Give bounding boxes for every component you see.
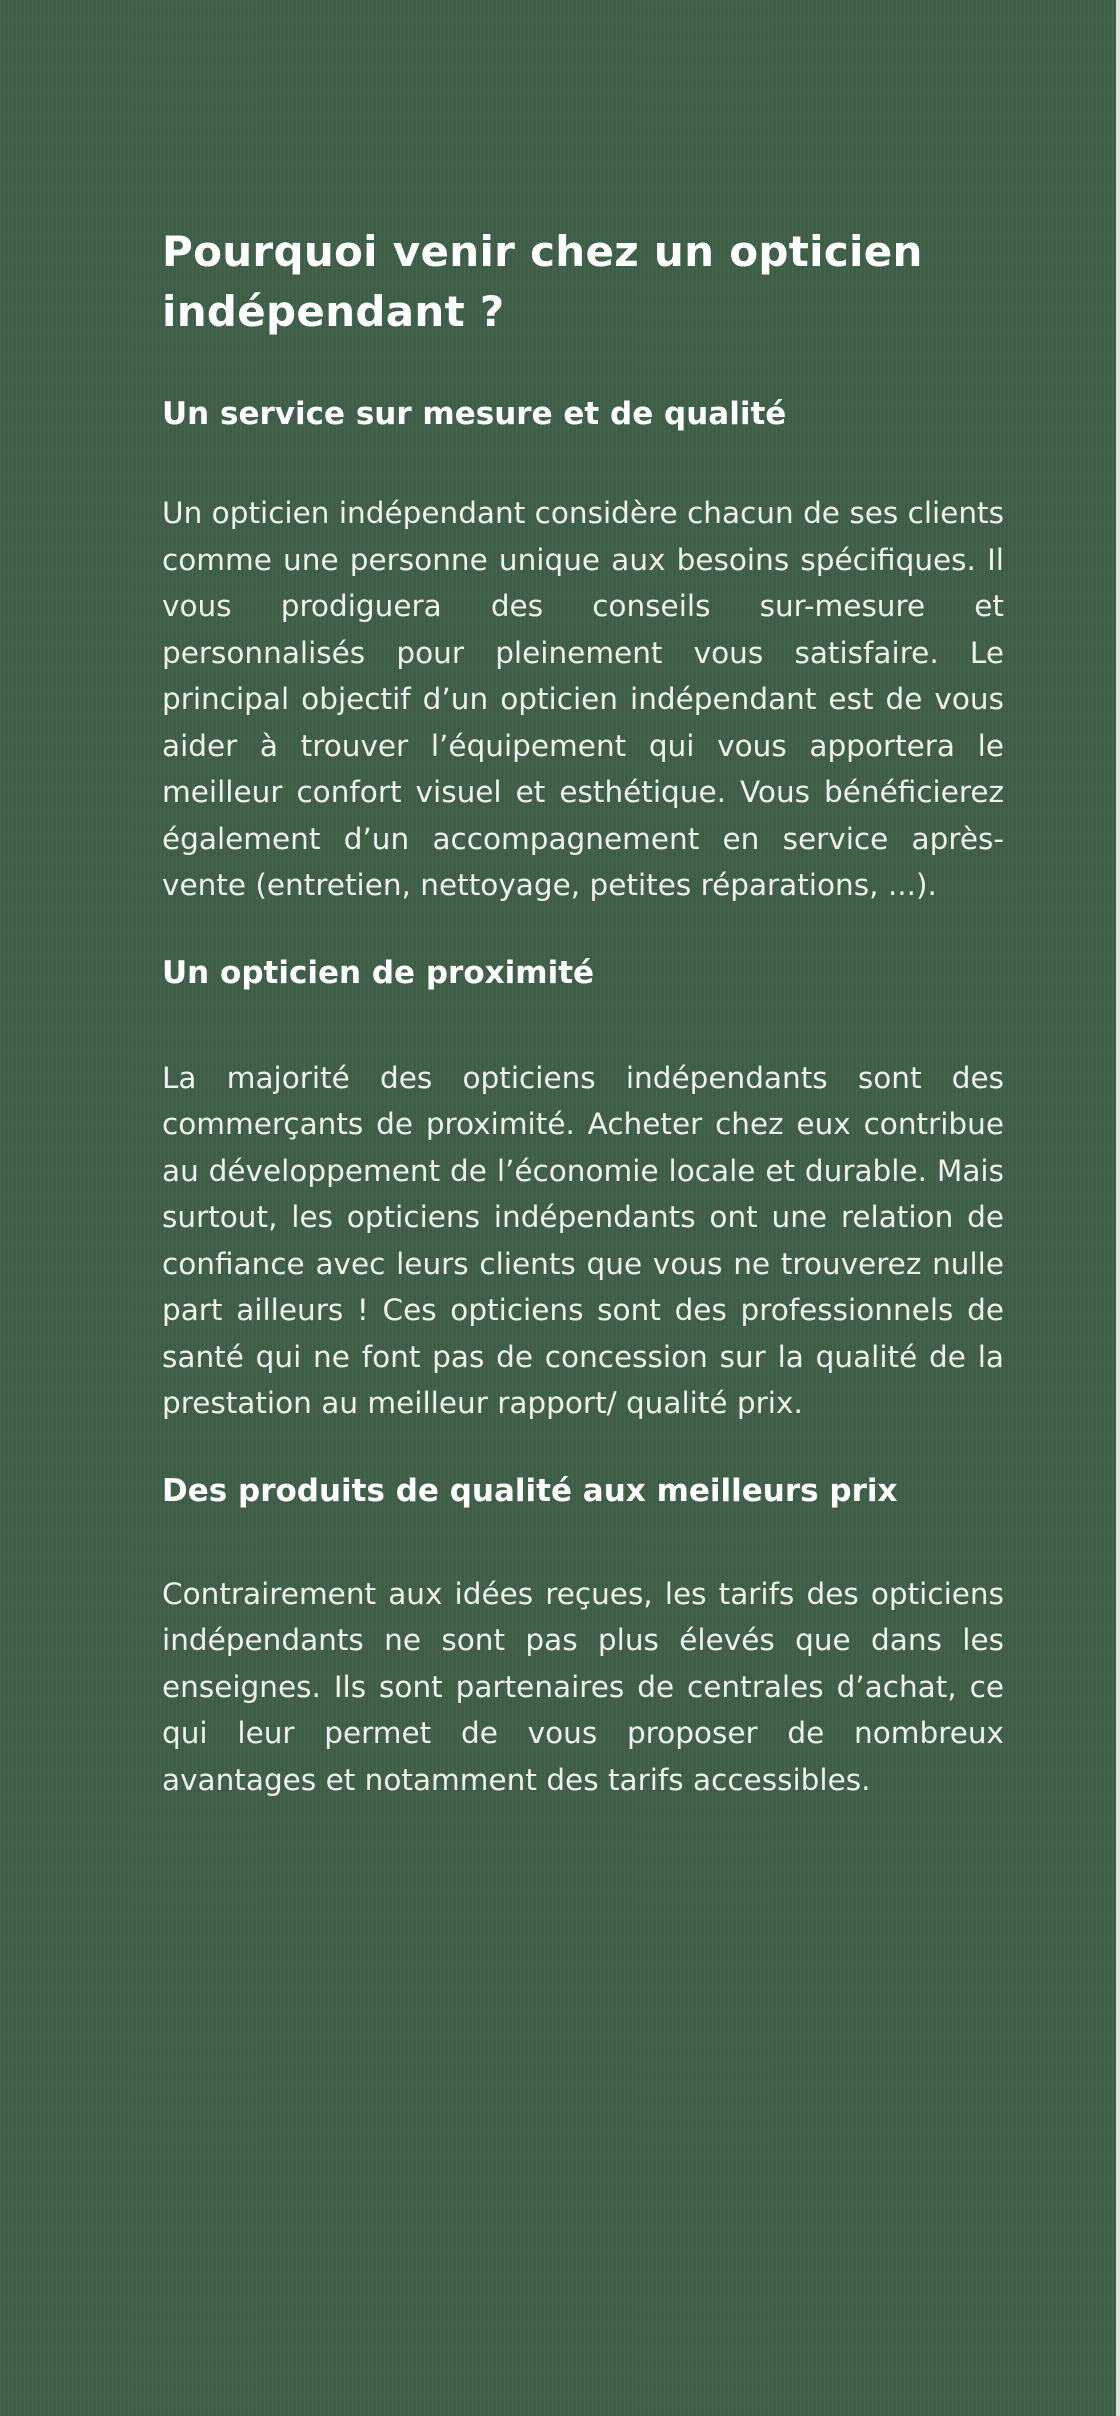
section-heading-prices: Des produits de qualité aux meilleurs prix — [162, 1472, 898, 1509]
brochure-content — [162, 222, 1004, 1803]
section-text-proximity: La majorité des opticiens indépendants sont des commerçants de proximité. Acheter chez eux contribue au développement de l’économie locale et durable. Mais surtout, les opticiens indépendants ont une relation de confiance avec leurs clients que vous ne trouverez nulle part ailleurs ! Ces opticiens sont des professionnels de santé qui ne font pas de concession sur la qualité de la prestation au meilleur rapport/ qualité prix. — [162, 1060, 1004, 1420]
section-text-service: Un opticien indépendant considère chacun de ses clients comme une personne unique aux besoins spécifiques. Il vous prodiguera des conseils sur-mesure et personnalisés pour pleinement vous satisfaire. Le principal objectif d’un opticien indépendant est de vous aider à trouver l’équipement qui vous apportera le meilleur confort visuel et esthétique. Vous bénéficierez également d’un accompagnement en service après-vente (entretien, nettoyage, petites réparations, ...). — [162, 496, 1004, 902]
paper-edge — [1116, 0, 1120, 2416]
page-title: Pourquoi venir chez un opticien indépendant ? — [162, 227, 923, 336]
section-heading-proximity: Un opticien de proximité — [162, 954, 595, 991]
section-text-prices: Contrairement aux idées reçues, les tarifs des opticiens indépendants ne sont pas plus élevés que dans les enseignes. Ils sont partenaires de centrales d’achat, ce qui leur permet de vous proposer de nombreux avantages et notamment des tarifs accessibles. — [162, 1576, 1004, 1797]
section-heading-service: Un service sur mesure et de qualité — [162, 396, 787, 432]
